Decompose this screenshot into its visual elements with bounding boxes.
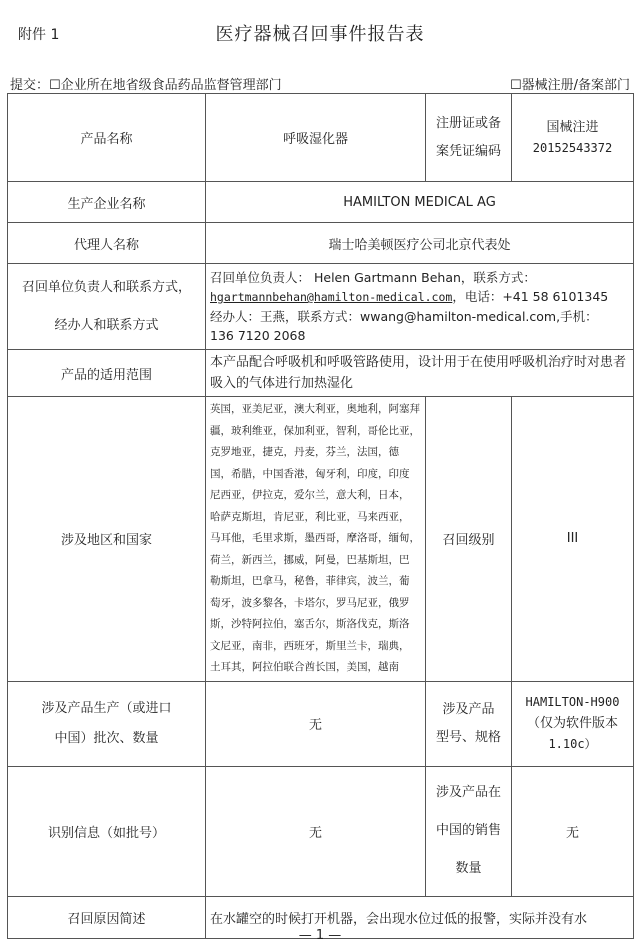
recall-level-value: III bbox=[512, 397, 634, 682]
responsible-email-link[interactable]: hgartmannbehan@hamilton-medical.com bbox=[210, 290, 453, 304]
regions-line: 荷兰，新西兰，挪威，阿曼，巴基斯坦，巴 bbox=[210, 553, 410, 566]
responsible-phone: ，电话：+41 58 6101345 bbox=[452, 289, 609, 304]
regions-line: 克罗地亚，捷克，丹麦，芬兰，法国，德 bbox=[210, 446, 399, 458]
sales-label bbox=[426, 766, 512, 896]
regions-label: 涉及地区和国家 bbox=[8, 397, 206, 682]
table-row bbox=[8, 182, 634, 223]
page-title: 医疗器械召回事件报告表 bbox=[215, 24, 425, 45]
regions-line: 斯，沙特阿拉伯，塞舌尔，斯洛伐克，斯洛 bbox=[210, 618, 410, 630]
ident-label: 识别信息（如批号） bbox=[8, 766, 206, 896]
sales-label-line3: 数量 bbox=[455, 861, 482, 876]
manufacturer-label: 生产企业名称 bbox=[8, 182, 206, 223]
model-name: HAMILTON-H900 bbox=[525, 695, 620, 709]
page-number: — 1 — bbox=[298, 928, 342, 943]
contact-handler: 经办人：王燕，联系方式：wwang@hamilton-medical.com,手机： bbox=[210, 309, 598, 324]
submit-to-registration: ☐器械注册/备案部门 bbox=[509, 78, 630, 93]
model-label-line2: 型号、规格 bbox=[435, 729, 501, 745]
contact-value bbox=[206, 264, 634, 350]
contact-responsible: 召回单位负责人： Helen Gartmann Behan，联系方式： bbox=[210, 270, 536, 285]
registration-label-line1: 注册证或备 bbox=[435, 115, 501, 131]
table-row bbox=[8, 766, 634, 896]
table-row bbox=[8, 223, 634, 264]
regions-list bbox=[210, 399, 421, 679]
contact-label-line2: 经办人和联系方式 bbox=[54, 317, 159, 333]
regions-line: 土耳其，阿拉伯联合酋长国，美国，越南 bbox=[210, 661, 399, 673]
regions-line: 疆，玻利维亚，保加利亚，智利，哥伦比亚， bbox=[210, 424, 420, 437]
manufacturer-value: HAMILTON MEDICAL AG bbox=[206, 182, 634, 223]
model-software-version: 1.10c） bbox=[548, 737, 597, 751]
agent-value: 瑞士哈美顿医疗公司北京代表处 bbox=[206, 223, 634, 264]
regions-line: 尼西亚，伊拉克，爱尔兰，意大利，日本， bbox=[210, 489, 410, 501]
batch-label-line2: 中国）批次、数量 bbox=[54, 730, 159, 746]
model-value bbox=[512, 681, 634, 766]
model-label bbox=[426, 681, 512, 766]
contact-handler-mobile: 136 7120 2068 bbox=[210, 328, 306, 343]
table-row bbox=[8, 397, 634, 682]
registration-value bbox=[512, 94, 634, 182]
recall-level-label: 召回级别 bbox=[426, 397, 512, 682]
sales-value: 无 bbox=[512, 766, 634, 896]
regions-line: 萄牙，波多黎各，卡塔尔，罗马尼亚，俄罗 bbox=[210, 596, 410, 609]
regions-value bbox=[206, 397, 426, 682]
registration-number: 20152543372 bbox=[532, 140, 613, 155]
ident-value: 无 bbox=[206, 766, 426, 896]
batch-value: 无 bbox=[206, 681, 426, 766]
table-row bbox=[8, 350, 634, 397]
regions-line: 国，希腊，中国香港，匈牙利，印度，印度 bbox=[210, 467, 410, 480]
regions-line: 哈萨克斯坦，肯尼亚，利比亚，马来西亚， bbox=[210, 510, 410, 523]
batch-label-line1: 涉及产品生产（或进口 bbox=[41, 700, 172, 716]
registration-value-line1: 国械注进 bbox=[546, 119, 599, 135]
regions-line: 文尼亚，南非，西班牙，斯里兰卡，瑞典， bbox=[210, 639, 410, 652]
reason-value: 在水罐空的时候打开机器，会出现水位过低的报警，实际并没有水 bbox=[206, 896, 634, 938]
regions-line: 马耳他，毛里求斯，墨西哥，摩洛哥，缅甸， bbox=[210, 532, 420, 544]
registration-label-line2: 案凭证编码 bbox=[435, 143, 501, 159]
reason-label: 召回原因简述 bbox=[8, 896, 206, 938]
scope-label: 产品的适用范围 bbox=[8, 350, 206, 397]
registration-label bbox=[426, 94, 512, 182]
regions-line: 勒斯坦，巴拿马，秘鲁，菲律宾，波兰，葡 bbox=[210, 575, 410, 587]
model-software-note: （仅为软件版本 bbox=[526, 716, 618, 731]
product-name-value: 呼吸湿化器 bbox=[206, 94, 426, 182]
scope-value: 本产品配合呼吸机和呼吸管路使用，设计用于在使用呼吸机治疗时对患者吸入的气体进行加热湿化 bbox=[206, 350, 634, 397]
table-row bbox=[8, 681, 634, 766]
table-row bbox=[8, 264, 634, 350]
agent-label: 代理人名称 bbox=[8, 223, 206, 264]
model-label-line1: 涉及产品 bbox=[442, 701, 495, 717]
product-name-label: 产品名称 bbox=[8, 94, 206, 182]
sales-label-line1: 涉及产品在 bbox=[435, 785, 501, 800]
batch-label bbox=[8, 681, 206, 766]
contact-label-line1: 召回单位负责人和联系方式， bbox=[21, 279, 191, 295]
table-row bbox=[8, 94, 634, 182]
sales-label-line2: 中国的销售 bbox=[435, 823, 501, 838]
regions-line: 英国，亚美尼亚，澳大利亚，奥地利，阿塞拜 bbox=[210, 403, 420, 415]
contact-label bbox=[8, 264, 206, 350]
attachment-label: 附件 1 bbox=[18, 27, 60, 43]
submit-to-provincial: 提交：☐企业所在地省级食品药品监督管理部门 bbox=[10, 78, 282, 93]
recall-report-table bbox=[7, 93, 634, 939]
